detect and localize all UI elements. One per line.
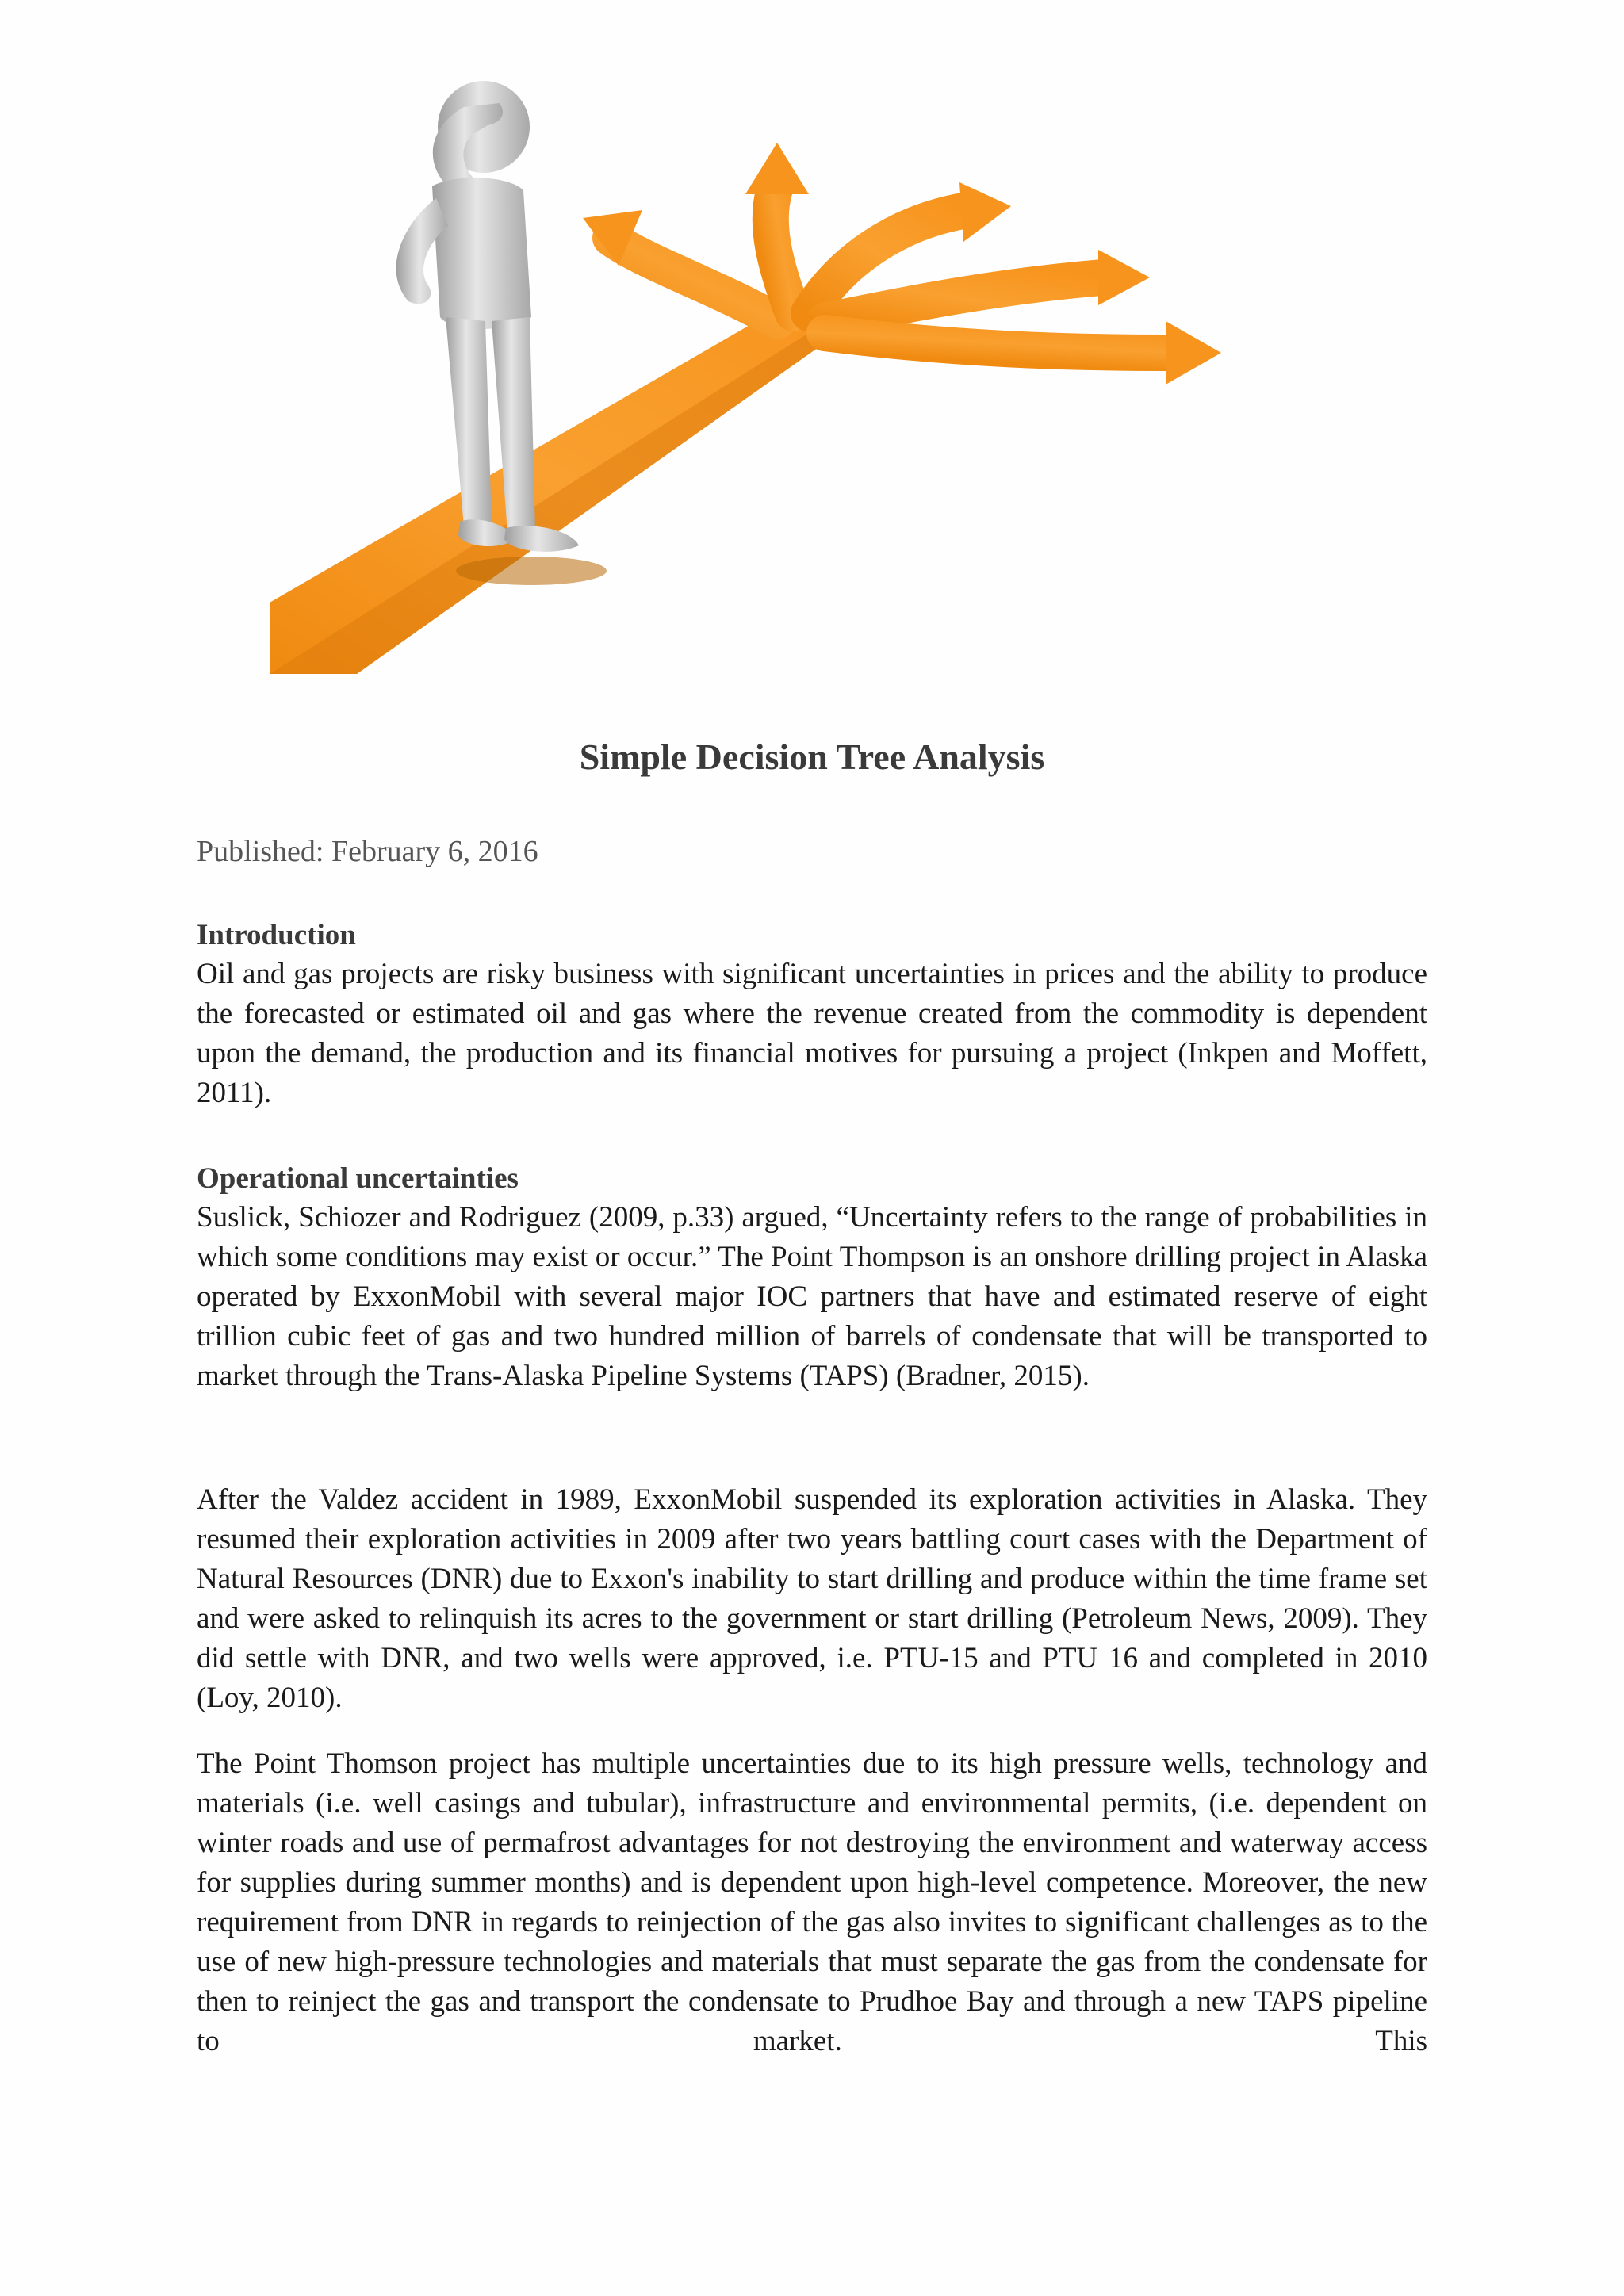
section-heading-introduction: Introduction xyxy=(197,919,356,951)
paragraph-point-thomson-uncertainties: The Point Thomson project has multiple uncertainties due to its high pressure wells, technology and materials (i.e. well casings and tubular), infrastructure and environmental permits, (i.e. dependent on winter roads and use of permafrost advantages for not destroying the environment and waterway access for supplies during summer months) and is dependent upon high-level competence. Moreover, the new requirement from DNR in regards to reinjection of the gas also invites to significant challenges as to the use of new high-pressure technologies and materials that must separate the gas from the condensate for then to reinject the gas and transport the condensate to Prudhoe Bay and through a new TAPS pipeline to market. This xyxy=(197,1747,1427,2057)
crossroads-illustration-icon xyxy=(270,48,1300,682)
paragraph-introduction: Oil and gas projects are risky business with significant uncertainties in prices and the ability to produce the forecasted or estimated oil and gas where the revenue created from the commodity is dependent upon the demand, the production and its financial motives for pursuing a project (Inkpen and Moffett, 2011). xyxy=(197,958,1427,1109)
published-date: Published: February 6, 2016 xyxy=(197,835,538,868)
paragraph-uncertainty-definition: Suslick, Schiozer and Rodriguez (2009, p.33) argued, “Uncertainty refers to the range of probabilities in which some conditions may exist or occur.” The Point Thompson is an onshore drilling project in Alaska operated by ExxonMobil with several major IOC partners that have and estimated reserve of eight trillion cubic feet of gas and two hundred million of barrels of condensate that will be transported to market through the Trans-Alaska Pipeline Systems (TAPS) (Bradner, 2015). xyxy=(197,1201,1427,1392)
paragraph-valdez-history: After the Valdez accident in 1989, ExxonMobil suspended its exploration activities in Alaska. They resumed their exploration activities in 2009 after two years battling court cases with the Department of Natural Resources (DNR) due to Exxon's inability to start drilling and produce within the time frame set and were asked to relinquish its acres to the government or start drilling (Petroleum News, 2009). They did settle with DNR, and two wells were approved, i.e. PTU-15 and PTU 16 and completed in 2010 (Loy, 2010). xyxy=(197,1483,1427,1714)
document-title: Simple Decision Tree Analysis xyxy=(579,737,1045,777)
section-heading-operational-uncertainties: Operational uncertainties xyxy=(197,1162,519,1195)
